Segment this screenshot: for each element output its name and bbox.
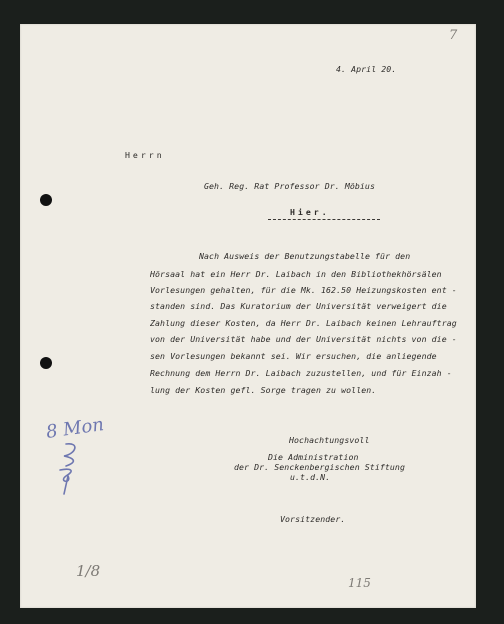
signature-line: Die Administration (268, 452, 359, 462)
body-line: Rechnung dem Herrn Dr. Laibach zuzustellen, und für Einzah - (150, 368, 452, 378)
signature-line: der Dr. Senckenbergischen Stiftung (234, 462, 405, 472)
body-line: Vorlesungen gehalten, für die Mk. 162.50 Heizungskosten ent - (150, 285, 457, 295)
body-line: Hörsaal hat ein Herr Dr. Laibach in den Bibliothekhörsälen (150, 269, 442, 279)
body-line: sen Vorlesungen bekannt sei. Wir ersuchen, die anliegende (150, 351, 437, 361)
page-number-annotation: 7 (449, 28, 458, 43)
salutation: Herrn (125, 150, 165, 160)
body-line: Zahlung dieser Kosten, da Herr Dr. Laibach keinen Lehrauftrag (150, 318, 457, 328)
signature-line: u.t.d.N. (290, 472, 331, 482)
date-line: 4. April 20. (336, 64, 397, 74)
document-page (20, 24, 476, 608)
margin-note: 8 Mon (44, 414, 106, 443)
body-line: von der Universität habe und der Universität nichts von die - (150, 334, 457, 344)
punch-hole-upper (40, 194, 52, 206)
chair-line: Vorsitzender. (280, 514, 346, 524)
body-line: Nach Ausweis der Benutzungstabelle für den (199, 251, 411, 261)
closing-line: Hochachtungsvoll (289, 435, 370, 445)
bottom-left-note: 1/8 (76, 562, 101, 580)
city-underline (268, 219, 380, 220)
body-line: standen sind. Das Kuratorium der Universität verweigert die (150, 301, 447, 311)
body-line: lung der Kosten gefl. Sorge tragen zu wollen. (150, 385, 377, 395)
bottom-right-note: 115 (348, 576, 371, 590)
recipient-line: Geh. Reg. Rat Professor Dr. Möbius (204, 181, 375, 191)
handwritten-initials (54, 440, 94, 500)
punch-hole-lower (40, 357, 52, 369)
city-line: Hier. (290, 207, 330, 217)
